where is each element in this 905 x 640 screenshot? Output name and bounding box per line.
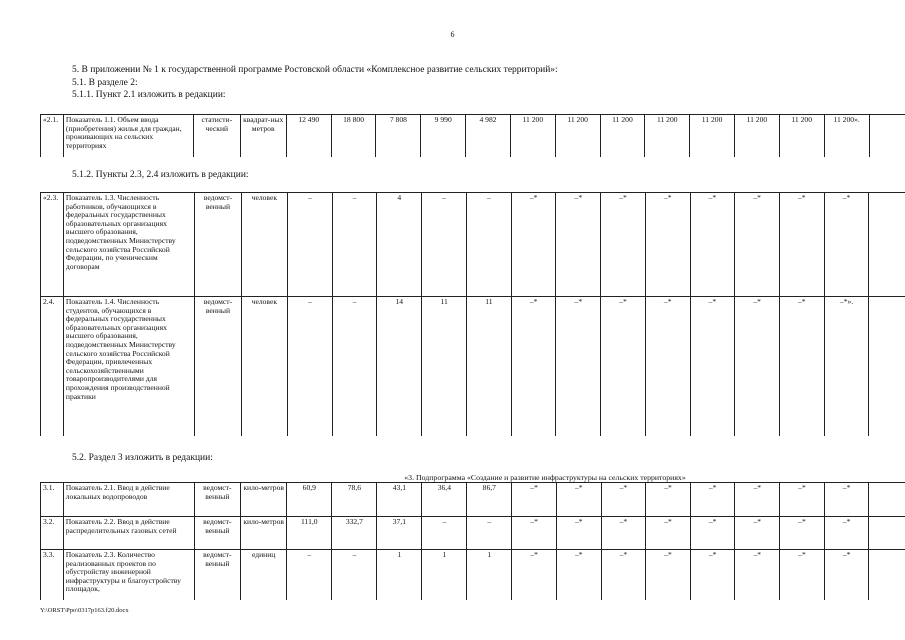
year-value-cell: 4 982 — [466, 115, 511, 157]
paragraph-5-1: 5.1. В разделе 2: — [72, 78, 138, 88]
year-value-cell: –* — [556, 483, 601, 517]
unit-cell: кило-метров — [241, 517, 287, 550]
year-value-cell: 111,0 — [287, 517, 332, 550]
year-value-cell: –* — [601, 297, 646, 436]
table-row — [41, 297, 905, 436]
row-number-cell: 3.3. — [41, 550, 64, 600]
paragraph-5-1-2: 5.1.2. Пункты 2.3, 2.4 изложить в редакции: — [72, 170, 249, 180]
year-value-cell: –* — [780, 483, 825, 517]
paragraph-5-1-1: 5.1.1. Пункт 2.1 изложить в редакции: — [72, 90, 226, 100]
trailing-cell — [869, 115, 905, 157]
row-number-cell: 3.2. — [41, 517, 64, 550]
year-value-cell: –* — [735, 483, 780, 517]
year-value-cell: – — [422, 193, 467, 297]
year-value-cell: –* — [601, 483, 646, 517]
table-row — [41, 193, 905, 297]
year-value-cell: –* — [824, 517, 869, 550]
year-value-cell: – — [467, 517, 512, 550]
year-value-cell: –* — [601, 550, 646, 600]
year-value-cell: –* — [511, 193, 556, 297]
year-value-cell: –* — [511, 297, 556, 436]
year-value-cell: –* — [556, 550, 601, 600]
table-row — [41, 550, 905, 600]
indicator-type-cell: ведомст-венный — [194, 517, 240, 550]
year-value-cell: 1 — [377, 550, 422, 600]
year-value-cell: – — [288, 193, 333, 297]
subprogram-caption: «3. Подпрограмма «Создание и развитие инфраструктуры на сельских территориях» — [404, 473, 686, 482]
unit-cell: кило-метров — [241, 483, 287, 517]
year-value-cell: –* — [646, 550, 691, 600]
year-value-cell: 14 — [377, 297, 422, 436]
unit-cell: квадрат-ных метров — [240, 115, 286, 157]
year-value-cell: 11 200 — [600, 115, 645, 157]
year-value-cell: 11 200 — [779, 115, 824, 157]
trailing-cell — [869, 297, 905, 436]
indicator-type-cell: ведомст-венный — [195, 297, 241, 436]
year-value-cell: 1 — [422, 550, 467, 600]
indicator-name-cell: Показатель 1.4. Численность студентов, обучающихся в федеральных государственных образовательных организациях высшего образования, подведомственных Министерству сельского хозяйства Российской Федерации, привлеченных сельскохозяйственными товаропроизводителями для прохождения производственной практики — [63, 297, 194, 436]
year-value-cell: –* — [780, 550, 825, 600]
year-value-cell: –* — [646, 517, 691, 550]
year-value-cell: 11 200». — [824, 115, 869, 157]
paragraph-5: 5. В приложении № 1 к государственной программе Ростовской области «Комплексное развитие сельских территорий»: — [72, 65, 558, 75]
year-value-cell: 37,1 — [377, 517, 422, 550]
year-value-cell: 11 — [467, 297, 512, 436]
year-value-cell: 11 200 — [645, 115, 690, 157]
year-value-cell: 11 200 — [690, 115, 735, 157]
year-value-cell: 1 — [467, 550, 512, 600]
year-value-cell: 11 — [422, 297, 467, 436]
row-number-cell: 3.1. — [41, 483, 64, 517]
year-value-cell: –* — [690, 550, 735, 600]
year-value-cell: – — [332, 550, 377, 600]
row-number-cell: 2.4. — [41, 297, 64, 436]
year-value-cell: –*». — [824, 297, 869, 436]
table-section-3 — [40, 482, 905, 600]
table-row — [41, 115, 905, 157]
year-value-cell: – — [288, 297, 333, 436]
year-value-cell: 11 200 — [734, 115, 779, 157]
unit-cell: единиц — [241, 550, 287, 600]
table-row — [41, 517, 905, 550]
unit-cell: человек — [241, 297, 287, 436]
year-value-cell: –* — [645, 297, 690, 436]
year-value-cell: 43,1 — [377, 483, 422, 517]
year-value-cell: 4 — [377, 193, 422, 297]
year-value-cell: –* — [645, 193, 690, 297]
trailing-cell — [869, 517, 905, 550]
file-path-footer: Y:\ORST\Ppo\0317p163.f20.docx — [40, 607, 129, 614]
year-value-cell: –* — [646, 483, 691, 517]
year-value-cell: –* — [690, 193, 735, 297]
year-value-cell: 12 490 — [286, 115, 331, 157]
year-value-cell: 11 200 — [510, 115, 555, 157]
year-value-cell: –* — [601, 517, 646, 550]
year-value-cell: 86,7 — [467, 483, 512, 517]
indicator-name-cell: Показатель 2.1. Ввод в действие локальных водопроводов — [63, 483, 194, 517]
indicator-name-cell: Показатель 2.2. Ввод в действие распределительных газовых сетей — [63, 517, 194, 550]
row-number-cell: «2.1. — [41, 115, 64, 157]
year-value-cell: –* — [735, 517, 780, 550]
year-value-cell: –* — [735, 550, 780, 600]
year-value-cell: 60,9 — [287, 483, 332, 517]
year-value-cell: 18 800 — [331, 115, 376, 157]
indicator-type-cell: ведомст-венный — [194, 483, 240, 517]
year-value-cell: 78,6 — [332, 483, 377, 517]
year-value-cell: –* — [690, 483, 735, 517]
table-indicators-2-3-2-4 — [40, 192, 905, 436]
paragraph-5-2: 5.2. Раздел 3 изложить в редакции: — [72, 453, 213, 463]
year-value-cell: –* — [556, 297, 601, 436]
indicator-type-cell: ведомст-венный — [194, 550, 240, 600]
year-value-cell: –* — [601, 193, 646, 297]
year-value-cell: 332,7 — [332, 517, 377, 550]
year-value-cell: –* — [779, 193, 824, 297]
trailing-cell — [869, 483, 905, 517]
year-value-cell: 7 808 — [376, 115, 421, 157]
year-value-cell: 36,4 — [422, 483, 467, 517]
table-indicator-2-1 — [40, 114, 905, 157]
row-number-cell: «2.3. — [41, 193, 64, 297]
page-number: 6 — [450, 30, 455, 39]
indicator-name-cell: Показатель 1.1. Объем ввода (приобретения) жилья для граждан, проживающих на сельских территориях — [63, 115, 193, 157]
indicator-type-cell: статисти-ческий — [194, 115, 240, 157]
year-value-cell: – — [287, 550, 332, 600]
year-value-cell: –* — [690, 297, 735, 436]
year-value-cell: –* — [512, 483, 557, 517]
trailing-cell — [869, 193, 905, 297]
year-value-cell: –* — [512, 550, 557, 600]
table-row — [41, 483, 905, 517]
year-value-cell: 11 200 — [555, 115, 600, 157]
year-value-cell: –* — [556, 193, 601, 297]
year-value-cell: –* — [556, 517, 601, 550]
year-value-cell: –* — [824, 550, 869, 600]
year-value-cell: –* — [824, 193, 869, 297]
indicator-name-cell: Показатель 2.3. Количество реализованных проектов по обустройству инженерной инфраструктуры и благоустройству площадок, — [63, 550, 194, 600]
trailing-cell — [869, 550, 905, 600]
indicator-name-cell: Показатель 1.3. Численность работников, обучающихся в федеральных государственных образовательных организациях высшего образования, подведомственных Министерству сельского хозяйства Российской Федерации, по ученическим договорам — [63, 193, 194, 297]
year-value-cell: – — [332, 297, 377, 436]
year-value-cell: –* — [690, 517, 735, 550]
year-value-cell: – — [467, 193, 512, 297]
year-value-cell: –* — [735, 297, 780, 436]
year-value-cell: – — [422, 517, 467, 550]
year-value-cell: 9 990 — [421, 115, 466, 157]
unit-cell: человек — [241, 193, 287, 297]
year-value-cell: –* — [735, 193, 780, 297]
year-value-cell: –* — [779, 297, 824, 436]
year-value-cell: –* — [824, 483, 869, 517]
year-value-cell: – — [332, 193, 377, 297]
year-value-cell: –* — [512, 517, 557, 550]
year-value-cell: –* — [780, 517, 825, 550]
indicator-type-cell: ведомст-венный — [195, 193, 241, 297]
